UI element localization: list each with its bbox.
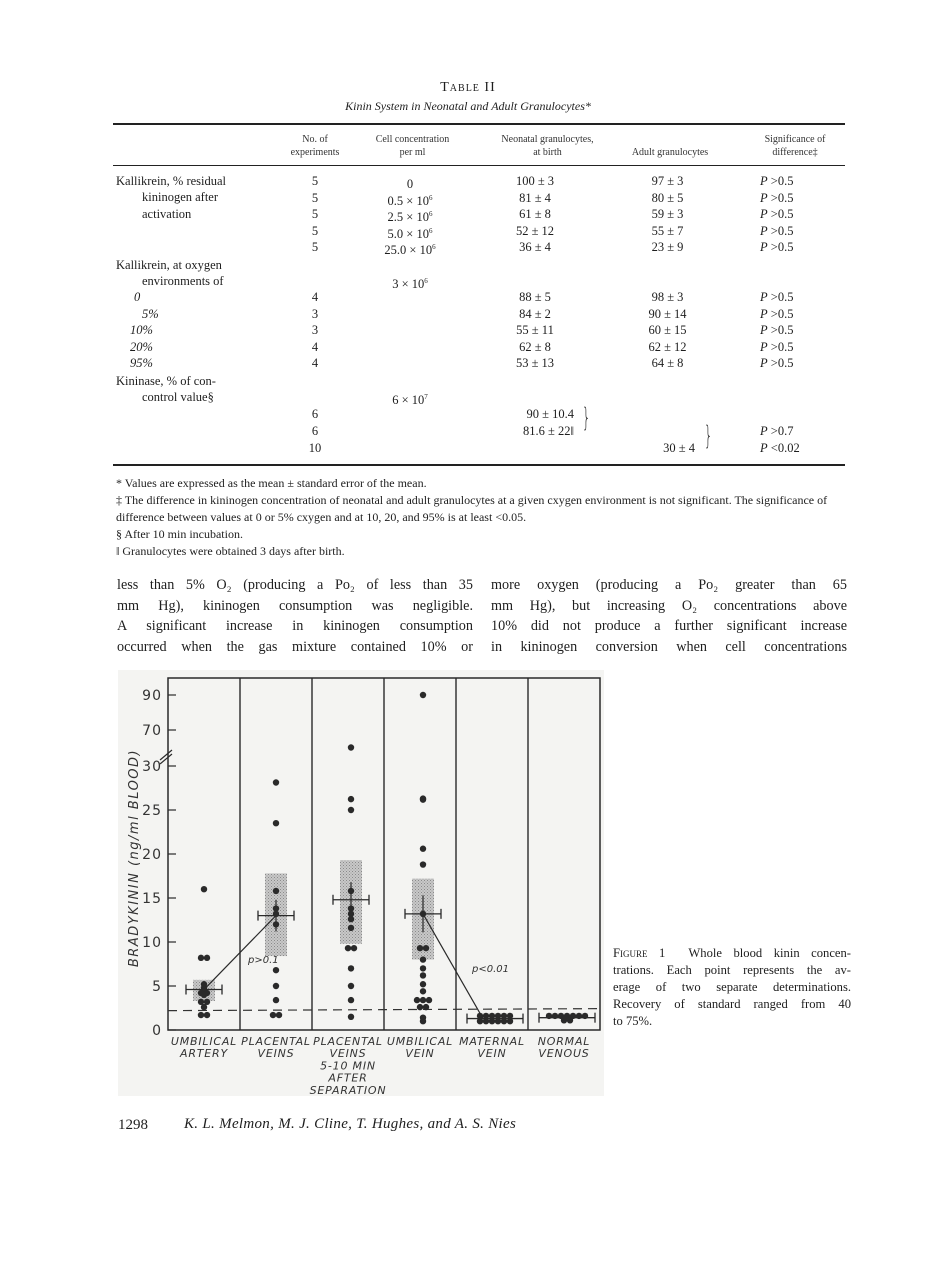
footnote-significance: ‡ The difference in kininogen concentration of neonatal and adult granulocytes at a given cxygen environment is not significant. The significance of difference between values at 0 or 5% cxygen and at 10, 20, and 95% is at least <0.05. (116, 493, 828, 524)
y-tick-label: 10 (142, 935, 162, 951)
p-value: >0.5 (770, 190, 794, 205)
cell-neonatal: 62 ± 8 (519, 339, 551, 354)
row-label: Kallikrein, at oxygen (116, 258, 222, 272)
y-tick-label: 30 (142, 759, 162, 775)
cell-significance (760, 173, 793, 189)
p-symbol: P (760, 223, 768, 238)
x-tick-label: VEIN (477, 1047, 507, 1061)
data-point (348, 997, 354, 1003)
x-tick-label: VEIN (405, 1047, 435, 1061)
p-symbol: P (760, 190, 768, 205)
brace-neonatal: } (582, 403, 591, 433)
cell-neonatal: 100 ± 3 (515, 174, 555, 188)
cell-n: 4 (311, 356, 319, 371)
conc-exponent: 6 (428, 193, 433, 202)
table-title-prefix: Table (440, 80, 480, 95)
cell-n: 5 (311, 190, 319, 205)
data-point (420, 796, 426, 802)
data-point (423, 945, 429, 951)
cell-significance (760, 306, 793, 322)
x-tick-label: AFTER (328, 1071, 368, 1085)
cell-adult: 60 ± 15 (648, 323, 687, 338)
text-line: occurred when the gas mixture contained 10% or (117, 638, 473, 655)
cell-n: 6 (311, 424, 319, 438)
x-tick-label: 5-10 MIN (320, 1059, 376, 1073)
data-point (348, 1014, 354, 1020)
row-label: activation (142, 207, 192, 221)
data-point (420, 981, 426, 987)
y-tick-label: 15 (142, 891, 162, 907)
y-tick-label: 5 (152, 979, 162, 995)
page-number: 1298 (118, 1117, 148, 1133)
data-point (420, 692, 426, 698)
x-tick-label: NORMAL (537, 1035, 591, 1048)
x-tick-label: PLACENTAL (241, 1035, 311, 1048)
header-significance (745, 133, 845, 159)
running-footer-authors: K. L. Melmon, M. J. Cline, T. Hughes, and A. S. Nies (184, 1116, 517, 1132)
footnote-values: * Values are expressed as the mean ± standard error of the mean. (116, 476, 427, 490)
data-point (273, 997, 279, 1003)
cell-n: 4 (311, 339, 319, 354)
caption-line: erage of two separate determinations. (613, 980, 851, 994)
data-point (420, 972, 426, 978)
cell-neonatal: 84 ± 2 (519, 306, 551, 321)
cell-n: 3 (311, 306, 319, 321)
data-point (507, 1018, 513, 1024)
brace-adult: } (704, 421, 713, 451)
y-tick-label: 0 (152, 1023, 162, 1039)
p-symbol: P (760, 306, 768, 321)
body-text-right-column (491, 575, 847, 657)
conc-value: 0.5 × 10 (387, 193, 429, 208)
cell-adult: 59 ± 3 (651, 207, 684, 221)
p-symbol: P (760, 441, 768, 455)
cell-adult: 23 ± 9 (651, 240, 684, 254)
text-line: mm Hg), kininogen consumption was negligible. (117, 597, 473, 614)
data-point (198, 1012, 204, 1018)
cell-neonatal: 52 ± 12 (515, 223, 555, 238)
figure-1 (118, 670, 604, 1096)
p-symbol: P (760, 424, 768, 438)
figure-caption (613, 945, 851, 1030)
cell-significance (760, 206, 793, 222)
cell-adult: 64 ± 8 (651, 356, 684, 371)
data-point (273, 779, 279, 785)
cell-neonatal: 90 ± 10.4 (526, 407, 574, 421)
cell-concentration (360, 273, 460, 292)
data-point (345, 945, 351, 951)
x-tick-label: VEINS (257, 1047, 295, 1061)
footnote-granulocytes: ‖ Granulocytes were obtained 3 days after birth. (116, 544, 345, 558)
cell-significance (760, 322, 793, 338)
p-value: >0.5 (770, 207, 794, 221)
header-line: Cell concentration (375, 134, 450, 145)
header-line: Adult granulocytes (631, 147, 709, 158)
data-point (420, 861, 426, 867)
x-tick-label: UMBILICAL (386, 1035, 454, 1048)
conc-exponent: 6 (428, 226, 433, 235)
row-label: environments of (142, 274, 224, 288)
p-symbol: P (760, 174, 768, 188)
data-point (273, 983, 279, 989)
data-point (417, 945, 423, 951)
row-label: 95% (130, 356, 153, 371)
cell-significance (760, 339, 793, 355)
annotation-p-value: p<0.01 (472, 963, 509, 975)
table-header-rule (113, 165, 845, 166)
data-point (348, 965, 354, 971)
conc-exponent: 6 (432, 243, 436, 251)
data-point (582, 1013, 588, 1019)
y-axis-label: BRADYKININ (ng/ml BLOOD) (127, 748, 142, 968)
header-adult (615, 146, 725, 159)
data-point (201, 886, 207, 892)
data-point (546, 1013, 552, 1019)
conc-value: 0 (406, 177, 414, 192)
text-line: less than 5% O₂ (producing a Po₂ of less than 35 (117, 577, 473, 593)
cell-adult: 98 ± 3 (651, 290, 684, 304)
x-tick-label: UMBILICAL (170, 1035, 238, 1048)
p-value: >0.5 (770, 290, 794, 304)
cell-significance (760, 289, 793, 305)
p-symbol: P (760, 207, 768, 221)
header-neonatal (480, 133, 615, 159)
footnote-incubation: § After 10 min incubation. (116, 527, 243, 541)
p-value: >0.5 (770, 323, 794, 338)
cell-adult: 80 ± 5 (651, 190, 684, 205)
body-text-left-column (117, 575, 473, 657)
p-symbol: P (760, 290, 768, 304)
bradykinin-chart (118, 670, 604, 1096)
data-point (273, 911, 279, 917)
cell-adult: 55 ± 7 (651, 223, 684, 238)
data-point (273, 820, 279, 826)
data-point (420, 1018, 426, 1024)
cell-neonatal: 88 ± 5 (519, 290, 551, 304)
cell-n: 3 (311, 323, 319, 338)
cell-concentration (360, 389, 460, 408)
row-label: Kininase, % of con- (116, 374, 216, 388)
data-point (348, 807, 354, 813)
p-value: >0.5 (770, 306, 794, 321)
data-point (273, 967, 279, 973)
header-line: Neonatal granulocytes, (501, 134, 594, 145)
text-line: in kininogen conversion when cell concentrations (491, 638, 847, 655)
cell-n: 4 (311, 290, 319, 304)
data-point (204, 955, 210, 961)
cell-significance (760, 190, 793, 206)
p-symbol: P (760, 240, 768, 254)
row-label: 0 (134, 290, 141, 304)
data-point (348, 925, 354, 931)
data-point (270, 1012, 276, 1018)
p-value: >0.5 (770, 240, 794, 254)
p-value: >0.5 (770, 223, 794, 238)
data-point (420, 988, 426, 994)
cell-n: 5 (311, 174, 319, 188)
row-label: control value§ (142, 390, 214, 404)
cell-neonatal: 36 ± 4 (519, 240, 551, 254)
cell-adult: 30 ± 4 (663, 441, 695, 455)
x-tick-label: PLACENTAL (313, 1035, 383, 1048)
data-point (477, 1018, 483, 1024)
header-line: at birth (533, 147, 562, 158)
p-value: >0.7 (770, 424, 794, 438)
row-label: 5% (142, 306, 159, 321)
data-point (348, 916, 354, 922)
p-value: >0.5 (770, 339, 794, 354)
conc-value: 3 × 10 (392, 277, 425, 292)
cell-neonatal: 53 ± 13 (515, 356, 555, 371)
p-symbol: P (760, 339, 768, 354)
data-point (489, 1018, 495, 1024)
x-tick-label: MATERNAL (459, 1035, 525, 1048)
x-tick-label: SEPARATION (309, 1083, 387, 1096)
data-point (420, 911, 426, 917)
data-point (348, 888, 354, 894)
cell-n: 10 (308, 441, 322, 455)
annotation-p-value: p>0.1 (248, 955, 279, 967)
cell-neonatal: 81.6 ± 22‖ (523, 424, 574, 438)
header-line: No. of (302, 134, 328, 145)
text-line: 10% did not produce a further significant increase (491, 618, 847, 634)
header-line: per ml (399, 147, 426, 158)
data-point (420, 965, 426, 971)
data-point (276, 1012, 282, 1018)
data-point (414, 997, 420, 1003)
caption-line: to 75%. (613, 1014, 653, 1028)
x-tick-label: ARTERY (180, 1047, 228, 1061)
p-symbol: P (760, 323, 768, 338)
data-point (273, 888, 279, 894)
conc-value: 25.0 × 10 (384, 243, 433, 258)
data-point (552, 1013, 558, 1019)
data-point (483, 1018, 489, 1024)
data-point (201, 992, 207, 998)
y-tick-label: 90 (142, 688, 162, 704)
row-label: kininogen after (142, 190, 219, 204)
cell-n: 6 (311, 407, 319, 421)
header-line: experiments (290, 147, 340, 158)
cell-n: 5 (311, 240, 319, 254)
conc-exponent: 6 (428, 210, 433, 218)
header-line: difference‡ (772, 147, 818, 158)
data-point (420, 846, 426, 852)
data-point (351, 945, 357, 951)
cell-significance (760, 239, 793, 255)
x-tick-label: VEINS (329, 1047, 367, 1061)
cell-significance (760, 423, 793, 439)
data-point (198, 955, 204, 961)
cell-adult: 62 ± 12 (648, 339, 687, 354)
table-subtitle: Kinin System in Neonatal and Adult Granulocytes* (345, 99, 591, 113)
p-value: >0.5 (770, 356, 794, 371)
cell-significance (760, 223, 793, 239)
data-point (201, 1004, 207, 1010)
data-point (348, 796, 354, 802)
row-label: 20% (130, 339, 153, 354)
cell-adult: 97 ± 3 (651, 174, 684, 188)
text-line: A significant increase in kininogen consumption (117, 618, 473, 634)
caption-line: Whole blood kinin concen- (688, 946, 851, 960)
x-tick-label: VENOUS (538, 1047, 590, 1061)
cell-neonatal: 61 ± 8 (519, 207, 551, 221)
table-title-number: II (484, 80, 496, 95)
cell-adult: 90 ± 14 (648, 306, 687, 321)
text-line: more oxygen (producing a Po₂ greater than 65 (491, 577, 847, 593)
cell-neonatal: 55 ± 11 (516, 323, 554, 338)
axis-break-mark (160, 750, 172, 764)
cell-n: 5 (311, 223, 319, 238)
cell-neonatal: 81 ± 4 (519, 190, 551, 205)
p-symbol: P (760, 356, 768, 371)
header-cell-concentration (355, 133, 470, 159)
y-tick-label: 70 (142, 723, 162, 739)
p-value: <0.02 (770, 441, 800, 455)
cell-concentration (360, 239, 460, 258)
data-point (576, 1013, 582, 1019)
cell-significance (760, 355, 793, 371)
data-point (426, 997, 432, 1003)
data-point (561, 1017, 567, 1023)
table-bottom-rule (113, 464, 845, 466)
data-point (420, 997, 426, 1003)
conc-exponent: 6 (424, 277, 428, 285)
data-point (348, 744, 354, 750)
data-point (273, 921, 279, 927)
p-value: >0.5 (770, 174, 794, 188)
data-point (420, 956, 426, 962)
caption-line: trations. Each point represents the av- (613, 963, 851, 977)
data-point (204, 1012, 210, 1018)
cell-n: 5 (311, 207, 319, 221)
y-tick-label: 20 (142, 847, 162, 863)
table-top-rule (113, 123, 845, 125)
data-point (417, 1004, 423, 1010)
row-label: 10% (130, 323, 153, 338)
header-no-experiments (275, 133, 355, 159)
y-tick-label: 25 (142, 803, 162, 819)
figure-label: Figure 1 (613, 946, 666, 960)
row-label: Kallikrein, % residual (116, 174, 227, 188)
text-line: mm Hg), but increasing O₂ concentrations above (491, 597, 847, 614)
conc-value: 5.0 × 10 (387, 226, 429, 241)
conc-exponent: 7 (424, 393, 428, 401)
conc-value: 2.5 × 10 (387, 210, 429, 225)
cell-significance (760, 440, 800, 456)
data-point (567, 1017, 573, 1023)
data-point (348, 983, 354, 989)
table-title (0, 80, 936, 96)
data-point (495, 1018, 501, 1024)
header-line: Significance of (764, 134, 826, 145)
conc-value: 6 × 10 (392, 393, 425, 408)
data-point (423, 1004, 429, 1010)
data-point (501, 1018, 507, 1024)
caption-line: Recovery of standard ranged from 40 (613, 997, 851, 1011)
